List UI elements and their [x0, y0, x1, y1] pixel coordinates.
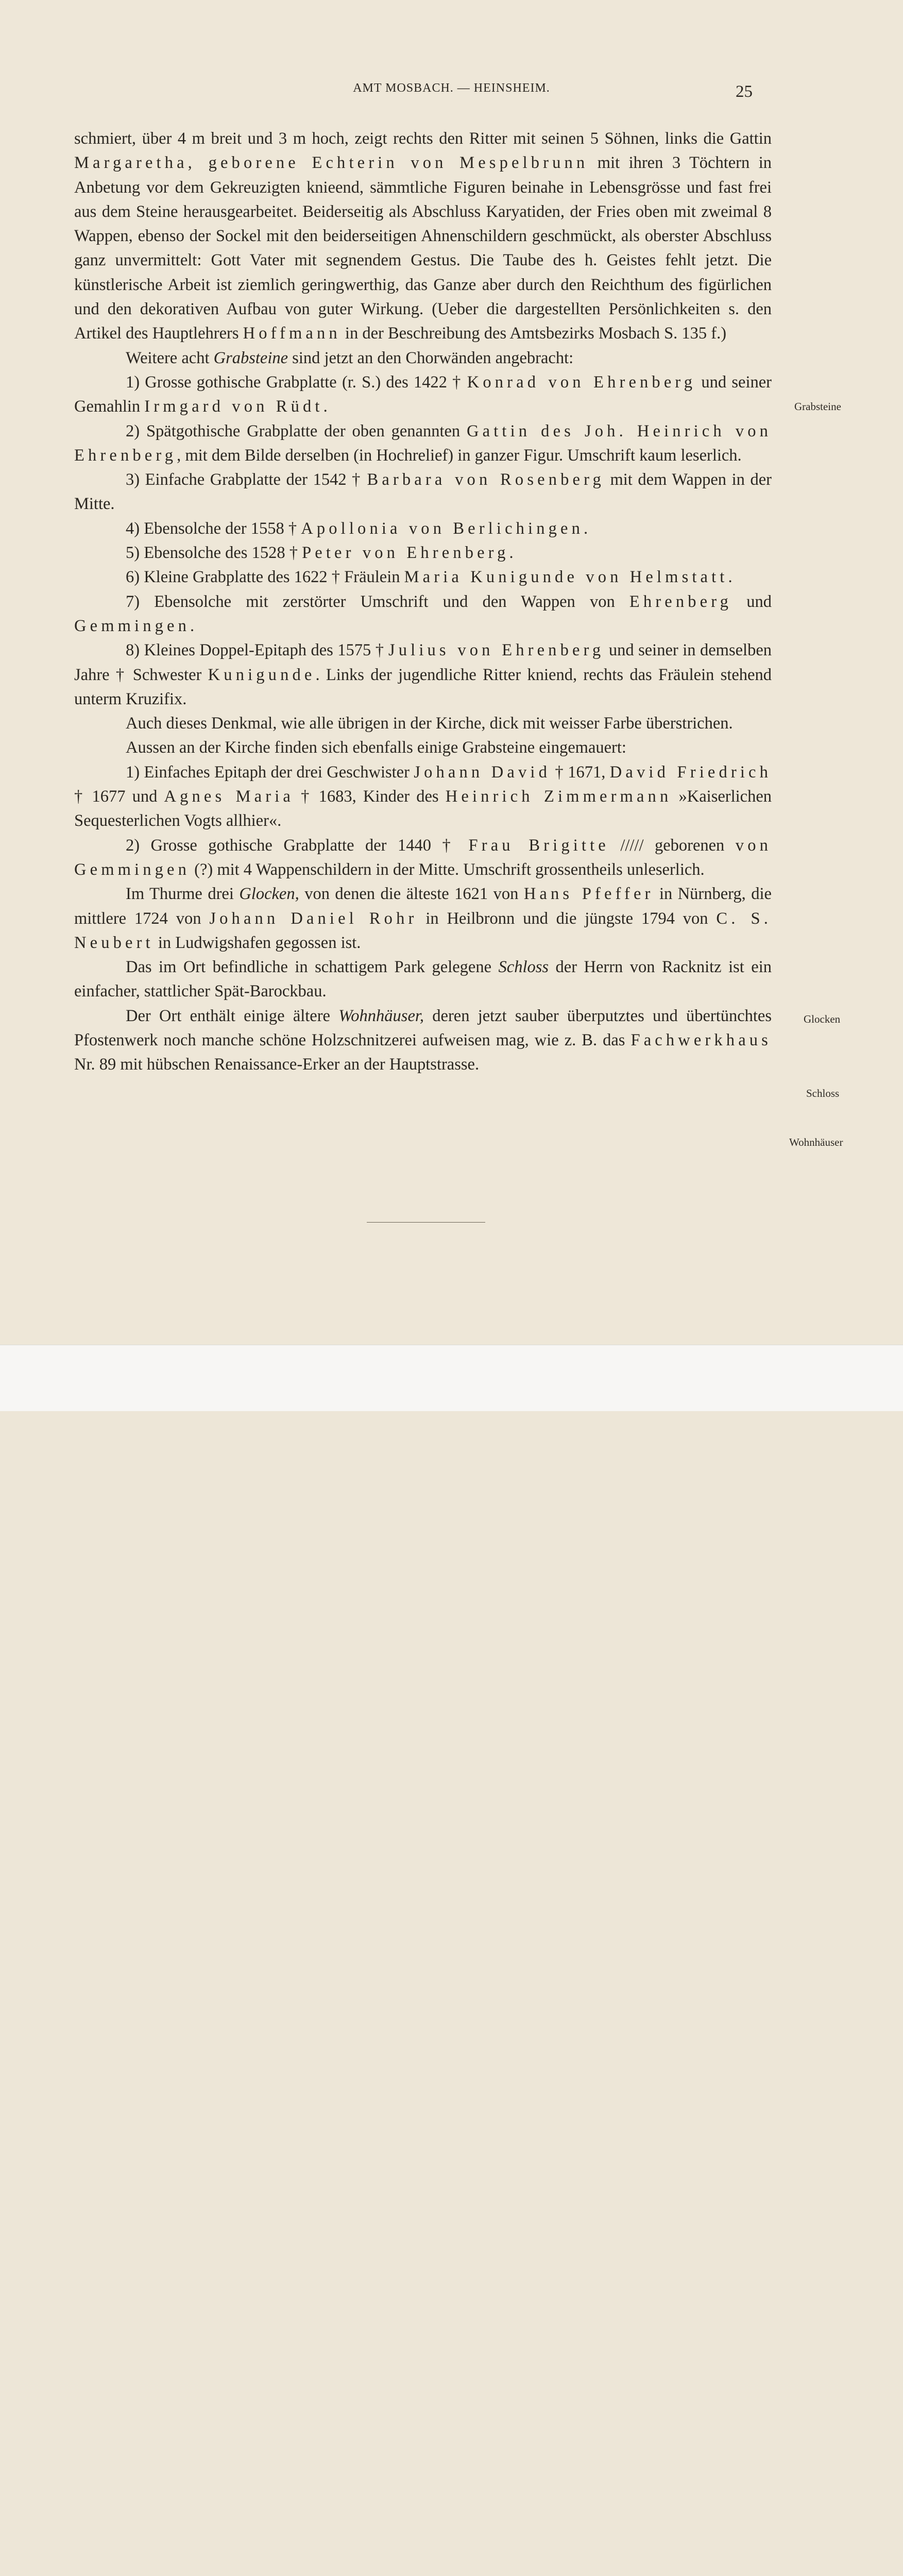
text-run: 2) Grosse gothische Grabplatte der 1440 †	[126, 836, 469, 855]
paragraph	[74, 517, 772, 541]
text-run: Aussen an der Kirche finden sich ebenfalls einige Grabsteine eingemauert:	[126, 738, 626, 757]
text-run: Der Ort enthält einige ältere	[126, 1006, 339, 1025]
paragraph	[74, 834, 772, 883]
margin-note-glocken: Glocken	[804, 1013, 841, 1025]
paragraph	[74, 127, 772, 346]
text-run: in Ludwigshafen gegossen ist.	[154, 933, 361, 952]
text-run: 1) Grosse gothische Grabplatte (r. S.) des 1422 †	[126, 372, 467, 392]
footer-bar	[0, 1345, 903, 1411]
text-run: und seiner in demselben Jahre † Schwester	[74, 641, 772, 684]
text-run: , mit dem Bilde derselben (in Hochrelief) in ganzer Figur. Umschrift kaum leserlich.	[177, 446, 742, 465]
spaced-name: Peter von Ehrenberg	[302, 544, 509, 563]
italic-keyword: Wohnhäuser,	[338, 1006, 424, 1025]
spaced-name: Apollonia von Berlichingen	[301, 519, 584, 538]
paragraph	[74, 541, 772, 565]
spaced-name: Margaretha, geborene Echterin von Mespelbrunn	[74, 154, 589, 173]
text-run: 7) Ebensolche mit zerstörter Umschrift und den Wappen von	[126, 592, 629, 611]
end-rule	[367, 1222, 485, 1223]
text-run: 6) Kleine Grabplatte des 1622 † Fräulein	[126, 568, 404, 587]
paragraph	[74, 736, 772, 760]
spaced-name: Gattin des Joh. Heinrich von Ehrenberg	[74, 421, 772, 465]
text-run: Im Thurme drei	[126, 885, 240, 904]
body-text	[74, 127, 772, 1077]
text-run: 1) Einfaches Epitaph der drei Geschwister	[126, 762, 414, 782]
text-run: Das im Ort befindliche in schattigem Park gelegene	[126, 958, 499, 977]
text-run: deren jetzt sauber überputztes und übertünchtes Pfostenwerk noch manche schöne Holzschnitzerei aufweisen mag, wie z. B. das	[74, 1006, 772, 1049]
text-run: † 1671,	[550, 762, 610, 782]
spaced-name: Barbara von Rosenberg	[367, 470, 605, 489]
margin-note-wohnhaeuser: Wohnhäuser	[789, 1136, 843, 1148]
text-run: in Heilbronn und die jüngste 1794 von	[417, 909, 717, 928]
spaced-name: Kunigunde	[208, 665, 316, 684]
text-run: † 1683, Kinder des	[294, 787, 446, 806]
paragraph	[74, 760, 772, 834]
italic-keyword: Grabsteine	[213, 348, 288, 367]
margin-note-grabsteine: Grabsteine	[794, 400, 841, 413]
page-number: 25	[736, 82, 753, 101]
text-run: 5) Ebensolche des 1528 †	[126, 544, 302, 563]
paragraph	[74, 711, 772, 736]
italic-keyword: Glocken,	[239, 885, 299, 904]
text-run: † 1677 und	[74, 787, 164, 806]
text-run: schmiert, über 4 m breit und 3 m hoch, zeigt rechts den Ritter mit seinen 5 Söhnen, links die Gattin	[74, 129, 772, 148]
paragraph	[74, 638, 772, 711]
spaced-name: Ehrenberg	[629, 592, 732, 611]
text-run: 3) Einfache Grabplatte der 1542 †	[126, 470, 367, 489]
spaced-name: Gemmingen	[74, 616, 191, 635]
spaced-name: Maria Kunigunde von Helmstatt	[404, 568, 728, 587]
paragraph	[74, 419, 772, 468]
spaced-name: Frau Brigitte	[468, 836, 609, 855]
spaced-name: von Gemmingen	[74, 836, 772, 879]
text-run: sind jetzt an den Chorwänden angebracht:	[288, 348, 574, 367]
spaced-name: Heinrich Zimmermann	[445, 787, 672, 806]
text-run: 4) Ebensolche der 1558 †	[126, 519, 301, 538]
spaced-name: Johann Daniel Rohr	[209, 909, 418, 928]
paragraph	[74, 346, 772, 370]
text-run: .	[509, 544, 514, 563]
text-run: Weitere acht	[126, 348, 214, 367]
text-run: . Links der jugendliche Ritter kniend, rechts das Fräulein stehend unterm Kruzifix.	[74, 665, 772, 708]
spaced-name: Johann David	[414, 762, 551, 782]
text-run: 8) Kleines Doppel-Epitaph des 1575 †	[126, 641, 388, 660]
text-run: und	[732, 592, 772, 611]
spaced-name: Hans Pfeffer	[523, 885, 654, 904]
text-run: .	[584, 519, 588, 538]
text-run: .	[190, 616, 195, 635]
text-run: .	[728, 568, 732, 587]
text-run: Auch dieses Denkmal, wie alle übrigen in der Kirche, dick mit weisser Farbe überstrichen.	[126, 714, 733, 733]
running-title: AMT MOSBACH. — HEINSHEIM.	[353, 81, 550, 95]
text-run: Nr. 89 mit hübschen Renaissance-Erker an der Hauptstrasse.	[74, 1055, 480, 1074]
spaced-name: Konrad von Ehrenberg	[467, 372, 696, 392]
paragraph	[74, 590, 772, 639]
text-run: von denen die älteste 1621 von	[299, 885, 524, 904]
text-run: und seiner Gemahlin	[74, 372, 772, 416]
paragraph	[74, 370, 772, 419]
spaced-name: David Friedrich	[609, 762, 772, 782]
italic-keyword: Schloss	[498, 958, 549, 977]
spaced-name: Agnes Maria	[164, 787, 294, 806]
text-run: in der Beschreibung des Amtsbezirks Mosbach S. 135 f.)	[340, 324, 727, 343]
paragraph	[74, 468, 772, 517]
spaced-name: Hoffmann	[243, 324, 341, 343]
text-run: mit ihren 3 Töchtern in Anbetung vor dem Gekreuzigten knieend, sämmtliche Figuren beinahe in Lebensgrösse und fast frei aus dem Steine herausgearbeitet. Beiderseitig als Abschluss Karyatiden, der Fries oben mit zweimal 8 Wappen, ebenso der Sockel mit den beiderseitigen Ahnenschildern geschmückt, als oberster Abschluss ganz unvermittelt: Gott Vater mit segnendem Gestus. Die Taube des h. Geistes fehlt jetzt. Die künstlerische Arbeit ist ziemlich geringwerthig, das Ganze aber durch den Reichthum des figürlichen und den dekorativen Aufbau von guter Wirkung. (Ueber die dargestellten Persönlichkeiten s. den Artikel des Hauptlehrers	[74, 154, 772, 343]
paragraph	[74, 955, 772, 1004]
paragraph	[74, 565, 772, 589]
text-run: .	[323, 397, 328, 416]
text-run: mit dem Wappen in der Mitte.	[74, 470, 772, 514]
text-run: (?) mit 4 Wappenschildern in der Mitte. Umschrift grossentheils unleserlich.	[190, 860, 705, 879]
paragraph	[74, 882, 772, 955]
text-run: der Herrn von Racknitz ist ein einfacher, stattlicher Spät-Barockbau.	[74, 958, 772, 1001]
text-run: »Kaiserlichen Sequesterlichen Vogts allhier«.	[74, 787, 772, 831]
text-run: ///// geborenen	[609, 836, 736, 855]
paragraph	[74, 1004, 772, 1077]
spaced-name: Fachwerkhaus	[631, 1030, 772, 1049]
text-run: in Nürnberg, die mittlere 1724 von	[74, 885, 772, 928]
spaced-name: C. S. Neubert	[74, 909, 772, 952]
margin-note-schloss: Schloss	[806, 1087, 840, 1099]
spaced-name: Irmgard von Rüdt	[144, 397, 323, 416]
spaced-name: Julius von Ehrenberg	[388, 641, 605, 660]
text-run: 2) Spätgothische Grabplatte der oben genannten	[126, 421, 467, 440]
